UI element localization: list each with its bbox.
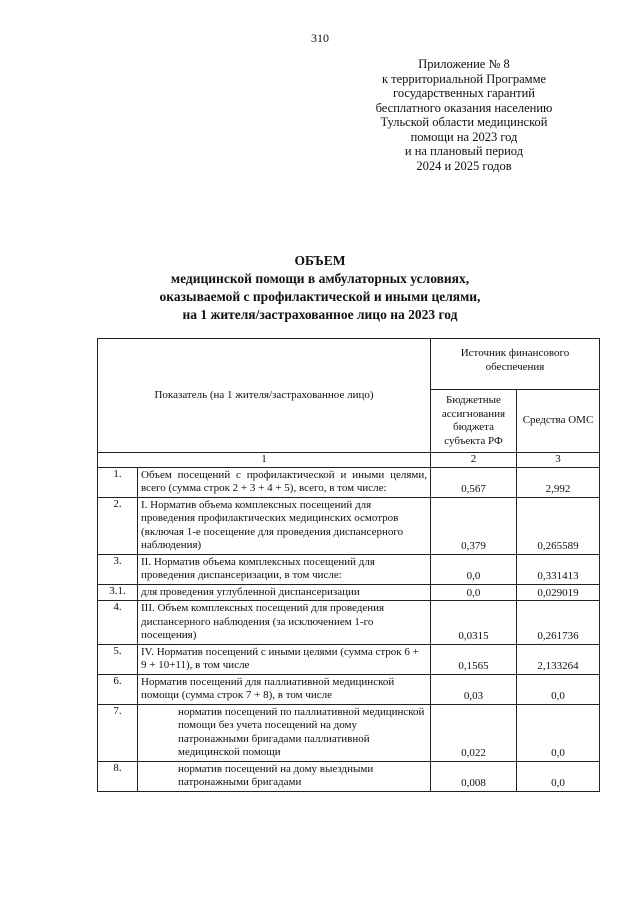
- row-number: 2.: [98, 497, 138, 554]
- row-budget-value: 0,022: [431, 704, 517, 761]
- row-number: 1.: [98, 467, 138, 497]
- table-row: [98, 644, 600, 674]
- row-oms-value: 0,265589: [517, 497, 600, 554]
- table-row: [98, 554, 600, 584]
- budget-header: Бюджетные ассигнования бюджета субъекта РФ: [431, 390, 517, 453]
- volume-table: [97, 338, 600, 792]
- row-number: 3.1.: [98, 584, 138, 601]
- oms-header: Средства ОМС: [517, 390, 600, 453]
- row-indicator: Объем посещений с профилактической и иными целями, всего (сумма строк 2 + 3 + 4 + 5), всего, в том числе:: [138, 467, 431, 497]
- row-budget-value: 0,567: [431, 467, 517, 497]
- row-number: 3.: [98, 554, 138, 584]
- title-line: оказываемой с профилактической и иными целями,: [159, 289, 481, 304]
- row-oms-value: 2,992: [517, 467, 600, 497]
- document-title: [0, 252, 640, 324]
- row-number: 7.: [98, 704, 138, 761]
- row-indicator: норматив посещений по паллиативной медицинской помощи без учета посещений на дому патронажными бригадами паллиативной медицинской помощи: [138, 704, 431, 761]
- table-row: [98, 584, 600, 601]
- row-number: 4.: [98, 601, 138, 645]
- column-number: 1: [98, 453, 431, 468]
- row-oms-value: 0,029019: [517, 584, 600, 601]
- table-row: [98, 704, 600, 761]
- row-indicator: Норматив посещений для паллиативной медицинской помощи (сумма строк 7 + 8), в том числе: [138, 674, 431, 704]
- appendix-line: помощи на 2023 год: [410, 129, 518, 144]
- row-budget-value: 0,03: [431, 674, 517, 704]
- title-line: ОБЪЕМ: [294, 253, 346, 268]
- row-oms-value: 0,261736: [517, 601, 600, 645]
- row-number: 5.: [98, 644, 138, 674]
- row-number: 8.: [98, 761, 138, 791]
- column-number: 2: [431, 453, 517, 468]
- funding-source-header: Источник финансового обеспечения: [431, 339, 600, 390]
- title-line: медицинской помощи в амбулаторных условиях,: [170, 271, 470, 286]
- table-row: [98, 674, 600, 704]
- column-number: 3: [517, 453, 600, 468]
- table-row: [98, 761, 600, 791]
- row-budget-value: 0,379: [431, 497, 517, 554]
- row-oms-value: 0,0: [517, 674, 600, 704]
- row-indicator: III. Объем комплексных посещений для проведения диспансерного наблюдения (за исключением 1-го посещения): [138, 601, 431, 645]
- appendix-header: [344, 57, 584, 173]
- row-oms-value: 0,0: [517, 704, 600, 761]
- appendix-line: и на плановый период: [404, 144, 524, 158]
- row-budget-value: 0,1565: [431, 644, 517, 674]
- row-indicator: I. Норматив объема комплексных посещений для проведения профилактических медицинских осмотров (включая 1-е посещение для проведения диспансерного наблюдения): [138, 497, 431, 554]
- row-budget-value: 0,0315: [431, 601, 517, 645]
- row-indicator: норматив посещений на дому выездными патронажными бригадами: [138, 761, 431, 791]
- table-row: [98, 497, 600, 554]
- appendix-line: государственных гарантий: [393, 86, 535, 100]
- appendix-line: бесплатного оказания населению: [375, 100, 553, 115]
- row-indicator: II. Норматив объема комплексных посещений для проведения диспансеризации, в том числе:: [138, 554, 431, 584]
- page-number: 310: [311, 31, 329, 45]
- appendix-line: к территориальной Программе: [381, 71, 547, 86]
- row-oms-value: 0,331413: [517, 554, 600, 584]
- row-indicator: IV. Норматив посещений с иными целями (сумма строк 6 + 9 + 10+11), в том числе: [138, 644, 431, 674]
- row-budget-value: 0,0: [431, 584, 517, 601]
- title-line: на 1 жителя/застрахованное лицо на 2023 год: [182, 307, 458, 322]
- row-oms-value: 0,0: [517, 761, 600, 791]
- row-indicator: для проведения углубленной диспансеризации: [138, 584, 431, 601]
- appendix-line: 2024 и 2025 годов: [416, 158, 512, 173]
- row-number: 6.: [98, 674, 138, 704]
- table-row: [98, 467, 600, 497]
- indicator-header: Показатель (на 1 жителя/застрахованное лицо): [98, 339, 431, 453]
- row-oms-value: 2,133264: [517, 644, 600, 674]
- row-budget-value: 0,0: [431, 554, 517, 584]
- appendix-line: Приложение № 8: [418, 57, 510, 71]
- appendix-line: Тульской области медицинской: [380, 115, 548, 129]
- table-row: [98, 601, 600, 645]
- row-budget-value: 0,008: [431, 761, 517, 791]
